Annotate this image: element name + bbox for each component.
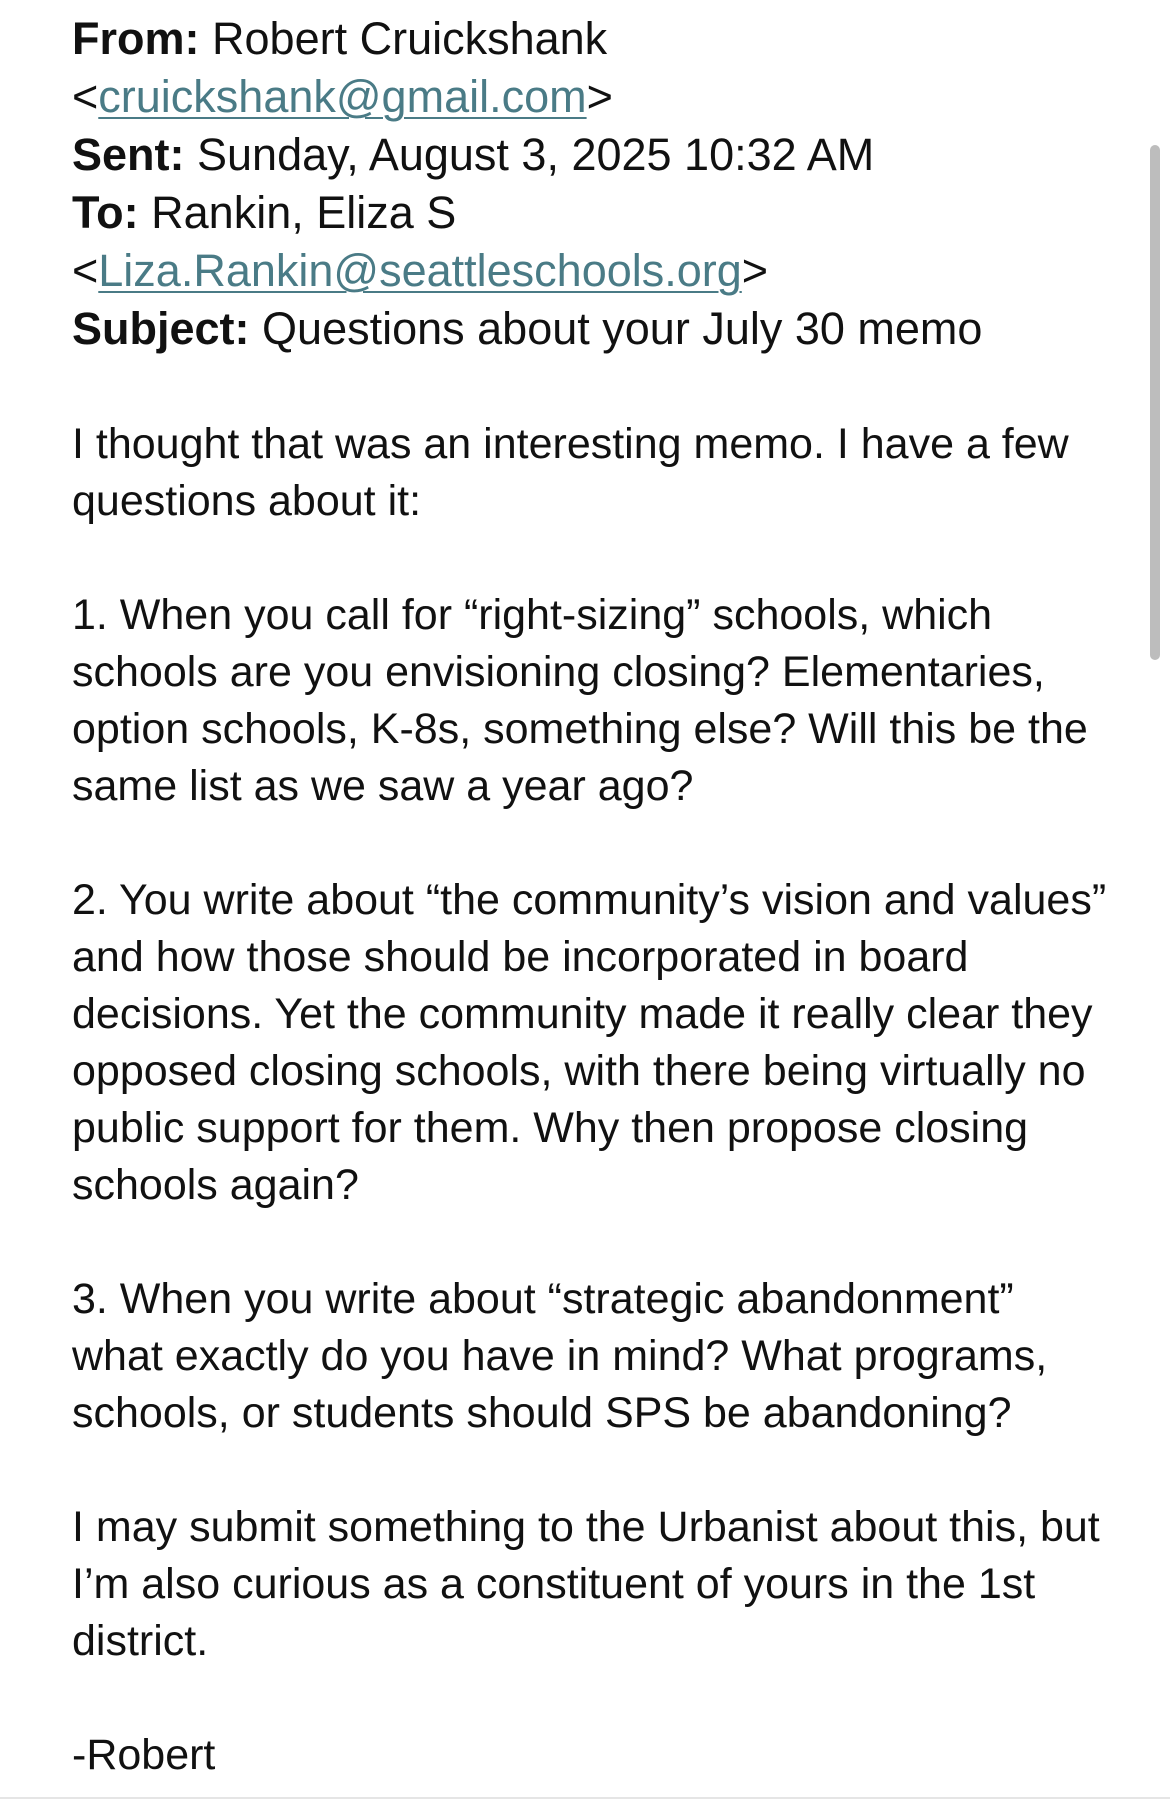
sender-name: Robert Cruickshank [212, 13, 608, 64]
question-2: 2. You write about “the community’s vision and values” and how those should be incorporated in board decisions. Yet the community made it really clear they opposed closing schools, with there being virtually no public support for them. Why then propose closing schools again? [72, 876, 1107, 1209]
recipient-name: Rankin, Eliza S [151, 187, 457, 238]
question-1: 1. When you call for “right-sizing” schools, which schools are you envisioning closing? Elementaries, option schools, K-8s, something else? Will this be the same list as we saw a year ago? [72, 591, 1088, 810]
sent-label: Sent: [72, 129, 185, 180]
open-bracket: < [72, 71, 99, 122]
subject-label: Subject: [72, 303, 250, 354]
sender-email-link[interactable]: cruickshank@gmail.com [98, 71, 587, 122]
from-line [72, 10, 1112, 68]
close-bracket: > [586, 71, 613, 122]
sent-date: Sunday, August 3, 2025 10:32 AM [197, 129, 875, 180]
subject-text: Questions about your July 30 memo [262, 303, 983, 354]
subject-line [72, 300, 1112, 358]
sent-line [72, 126, 1112, 184]
recipient-email-link[interactable]: Liza.Rankin@seattleschools.org [98, 245, 742, 296]
to-email-line [72, 242, 1112, 300]
email-body [72, 416, 1112, 1784]
scrollbar-thumb[interactable] [1150, 145, 1160, 660]
from-email-line [72, 68, 1112, 126]
body-intro: I thought that was an interesting memo. I have a few questions about it: [72, 420, 1069, 525]
to-label: To: [72, 187, 139, 238]
signature: -Robert [72, 1731, 216, 1779]
from-label: From: [72, 13, 200, 64]
open-bracket: < [72, 245, 99, 296]
email-view [72, 10, 1112, 1784]
close-bracket: > [741, 245, 769, 296]
email-header [72, 10, 1112, 358]
to-line [72, 184, 1112, 242]
question-3: 3. When you write about “strategic abandonment” what exactly do you have in mind? What programs, schools, or students should SPS be abandoning? [72, 1275, 1048, 1437]
body-closing: I may submit something to the Urbanist about this, but I’m also curious as a constituent of yours in the 1st district. [72, 1503, 1100, 1665]
